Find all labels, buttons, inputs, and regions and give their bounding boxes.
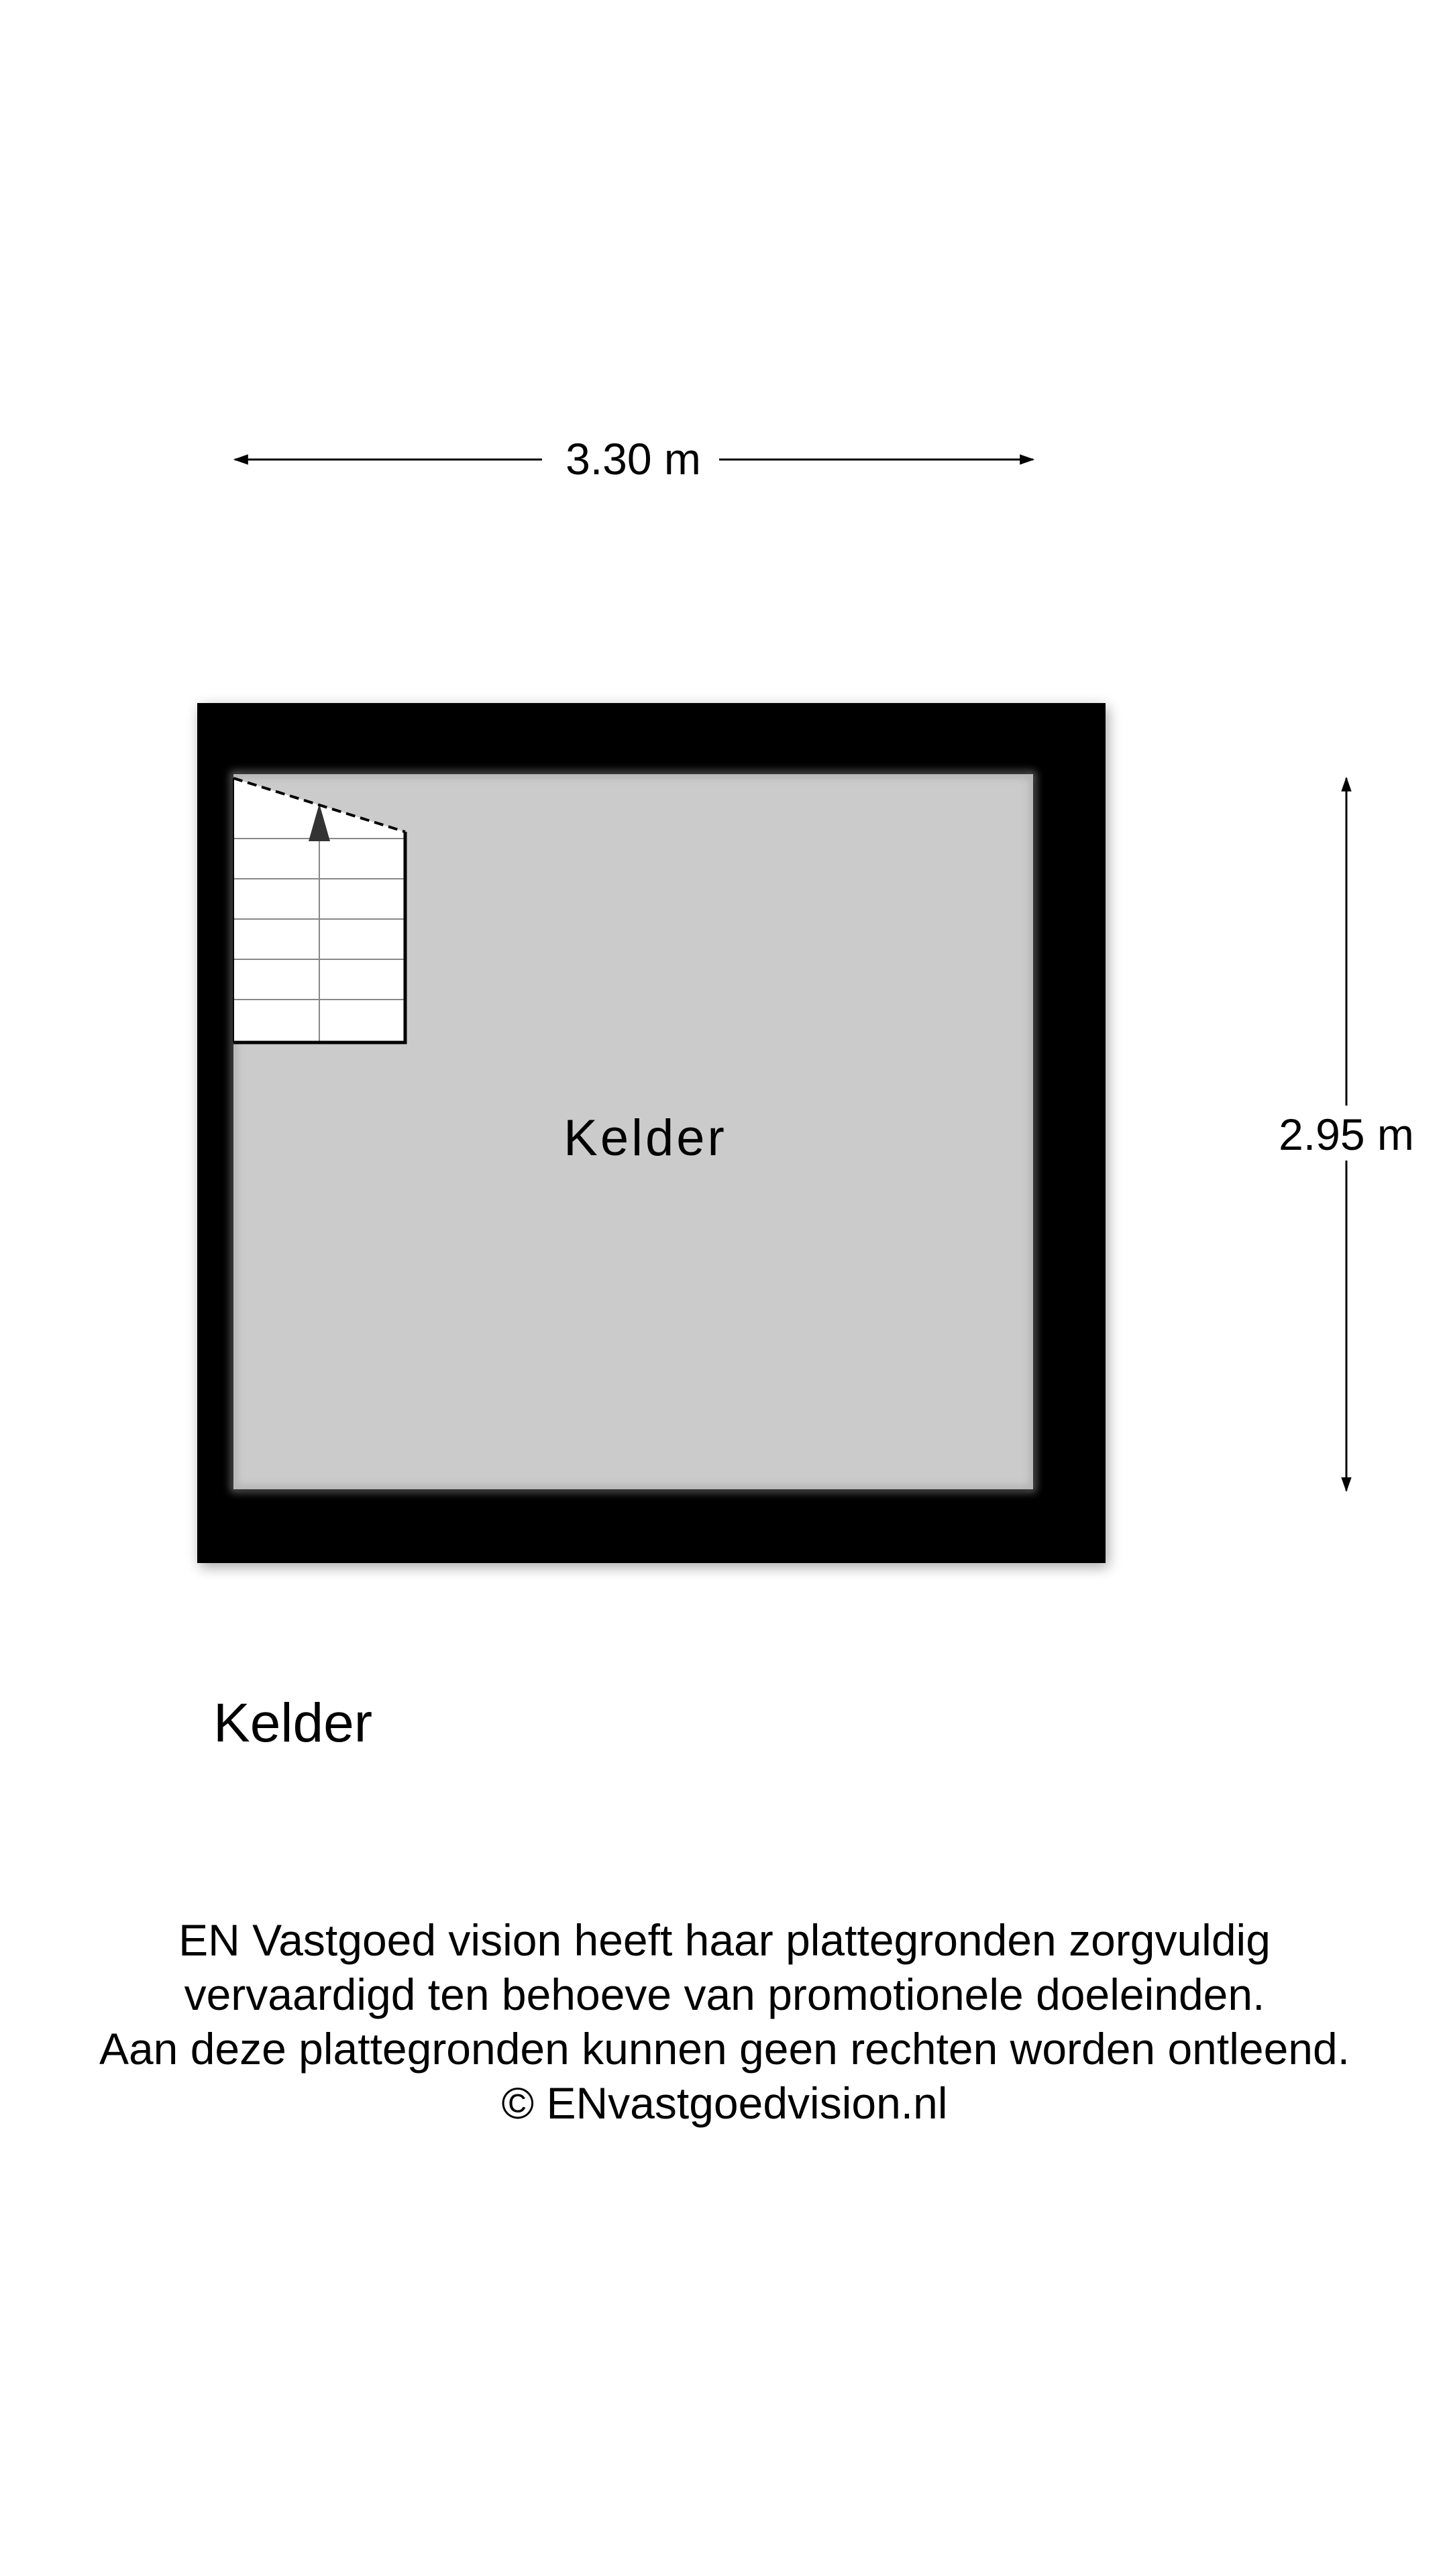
disclaimer-line: vervaardigd ten behoeve van promotionele doeleinden. xyxy=(184,1970,1265,2019)
disclaimer-line: Aan deze plattegronden kunnen geen rechten worden ontleend. xyxy=(99,2024,1350,2074)
floor-title: Kelder xyxy=(213,1693,373,1754)
width-dimension-label: 3.30 m xyxy=(566,434,701,484)
copyright-line: © ENvastgoedvision.nl xyxy=(501,2078,948,2128)
width-dimension xyxy=(235,434,1033,484)
height-dimension-label: 2.95 m xyxy=(1279,1110,1414,1159)
room-label: Kelder xyxy=(564,1110,727,1167)
disclaimer-line: EN Vastgoed vision heeft haar plattegronden zorgvuldig xyxy=(178,1915,1271,1965)
height-dimension xyxy=(1279,778,1414,1491)
disclaimer xyxy=(0,1913,1449,2131)
